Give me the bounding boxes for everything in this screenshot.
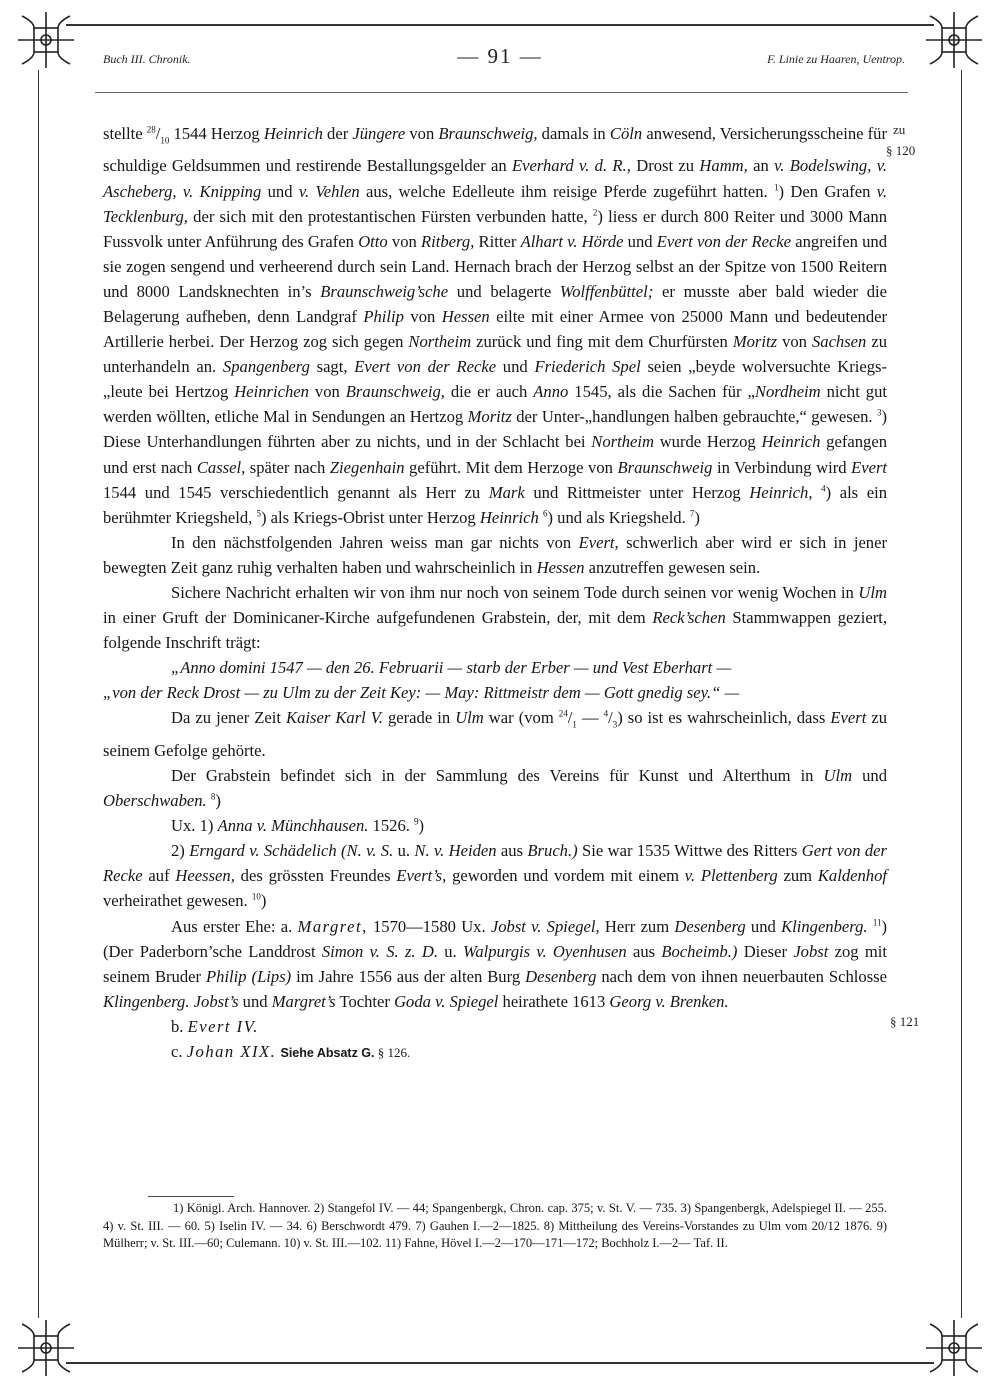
- footnotes: [103, 1200, 887, 1253]
- paragraph-7: 2) Erngard v. Schädelich (N. v. S. u. N. v. Heiden aus Bruch.) Sie war 1535 Wittwe des Ritters Gert von der Recke auf Heessen, des grössten Freundes Evert’s, geworden und vordem mit einem v. Plettenberg zum Kaldenhof verheirathet gewesen. $^{10}$): [103, 841, 887, 911]
- ornament-corner-icon: [922, 8, 986, 72]
- frame-right-line: [961, 70, 962, 1318]
- margin-note-zu: zu: [893, 122, 906, 137]
- paragraph-1: stellte $^{28}/_{10}$ 1544 Herzog Heinrich der Jüngere von Braunschweig, damals in Cöln anwesend, Versicherungsscheine für schuldige Geldsummen und restirende Bestallungsgelder an Everhard v. d. R., Drost zu Hamm, an v. Bodelswing, v. Ascheberg, v. Knipping und v. Vehlen aus, welche Edelleute ihm reisige Pferde zugeführt hatten. $^1$) Den Grafen v. Tecklenburg, der sich mit den protestantischen Fürsten verbunden hatte, $^2$) liess er durch 800 Reiter und 3000 Mann Fussvolk unter Anführung des Grafen Otto von Ritberg, Ritter Alhart v. Hörde und Evert von der Recke angreifen und sie zogen sengend und verheerend durch sein Land. Hernach brach der Herzog selbst an der Spitze von 1500 Reitern und 8000 Landsknechten in’s Braunschweig’sche und belagerte Wolffenbüttel; er musste aber bald wieder die Belagerung aufheben, denn Landgraf Philip von Hessen eilte mit einer Armee von 25000 Mann und bedeutender Artillerie herbei. Der Herzog zog sich gegen Northeim zurück und fing mit dem Churfürsten Moritz von Sachsen zu unterhandeln an. Spangenberg sagt, Evert von der Recke und Friederich Spel seien „beyde wolversuchte Kriegs-„leute bei Hertzog Heinrichen von Braunschweig, die er auch Anno 1545, als die Sachen für „Nordheim nicht gut werden wöllten, etliche Mal in Sendungen an Hertzog Moritz der Unter-„handlungen halben gebrauchte,“ gewesen. $^3$) Diese Unterhandlungen führten aber zu nichts, und in der Schlacht bei Northeim wurde Herzog Heinrich gefangen und erst nach Cassel, später nach Ziegenhain geführt. Mit dem Herzoge von Braunschweig in Verbindung wird Evert 1544 und 1545 verschiedentlich genannt als Herr zu Mark und Rittmeister unter Herzog Heinrich, $^4$) als ein berühmter Kriegsheld, $^5$) als Kriegs-Obrist unter Herzog Heinrich $^6$) und als Kriegsheld. $^7$): [103, 124, 888, 527]
- running-header-right: F. Linie zu Haaren, Uentrop.: [767, 52, 905, 66]
- margin-note-section-120: § 120: [886, 143, 916, 158]
- paragraph-9: b. Evert IV.: [171, 1016, 259, 1036]
- paragraph-3: Sichere Nachricht erhalten wir von ihm nur noch von seinem Tode durch seinen vor wenig Wochen in Ulm in einer Gruft der Dominicaner-Kirche aufgefundenen Grabstein, der, mit dem Reck’schen Stammwappen geziert, folgende Inschrift trägt:: [103, 583, 887, 653]
- running-header-left: Buch III. Chronik.: [103, 52, 191, 66]
- inscription-line-1: „Anno domini 1547 — den 26. Februarii — starb der Erber — und Vest Eberhart —: [171, 658, 732, 678]
- paragraph-4: Da zu jener Zeit Kaiser Karl V. gerade in Ulm war (vom $^{24}/_1$ — $^4/_3$) so ist es wahrscheinlich, dass Evert zu seinem Gefolge gehörte.: [103, 708, 888, 760]
- footnote-text: 1) Königl. Arch. Hannover. 2) Stangefol IV. — 44; Spangenbergk, Chron. cap. 375; v. St. V. — 735. 3) Spangenbergk, Adelspiegel II. — 255. 4) v. St. III. — 60. 5) Iselin IV. — 34. 6) Berschwordt 479. 7) Gauhen I.—2—1825. 8) Mittheilung des Vereins-Vorstandes zu Ulm vom 20/12 1876. 9) Mülherr; v. St. III.—60; Culemann. 10) v. St. III.—102. 11) Fahne, Hövel I.—2—170—171—172; Bochholz I.—2— Taf. II.: [103, 1201, 887, 1250]
- frame-left-line: [38, 70, 39, 1318]
- margin-note-section-121: § 121: [890, 1014, 920, 1029]
- paragraph-8: Aus erster Ehe: a. Margret, 1570—1580 Ux. Jobst v. Spiegel, Herr zum Desenberg und Klingenberg. $^{11}$) (Der Paderborn’sche Landdrost Simon v. S. z. D. u. Walpurgis v. Oyenhusen aus Bocheimb.) Dieser Jobst zog mit seinem Bruder Philip (Lips) im Jahre 1556 aus der alten Burg Desenberg nach dem von ihnen neuerbauten Schlosse Klingenberg. Jobst’s und Margret’s Tochter Goda v. Spiegel heirathete 1613 Georg v. Brenken.: [103, 916, 888, 1011]
- paragraph-2: In den nächstfolgenden Jahren weiss man gar nichts von Evert, schwerlich aber wird er sich in jener bewegten Zeit ganz ruhig verhalten haben und wahrscheinlich in Hessen anzutreffen gewesen sein.: [103, 532, 887, 577]
- ornament-corner-icon: [922, 1316, 986, 1380]
- paragraph-6: Ux. 1) Anna v. Münchhausen. 1526. $^9$): [171, 816, 425, 836]
- page-number: — 91 —: [457, 44, 543, 68]
- header-rule: [95, 92, 908, 93]
- inscription-line-2: „von der Reck Drost — zu Ulm zu der Zeit Key: — May: Rittmeistr dem — Gott gnedig sey.“ —: [103, 683, 740, 703]
- paragraph-10: c. Johan XIX. Siehe Absatz G. § 126.: [171, 1042, 411, 1061]
- frame-top-line: [66, 24, 934, 26]
- body-text: [103, 121, 887, 1066]
- ornament-corner-icon: [14, 1316, 78, 1380]
- ornament-corner-icon: [14, 8, 78, 72]
- footnote-rule: [148, 1196, 234, 1197]
- frame-bottom-line: [66, 1362, 934, 1364]
- paragraph-5: Der Grabstein befindet sich in der Sammlung des Vereins für Kunst und Alterthum in Ulm und Oberschwaben. $^8$): [103, 765, 887, 811]
